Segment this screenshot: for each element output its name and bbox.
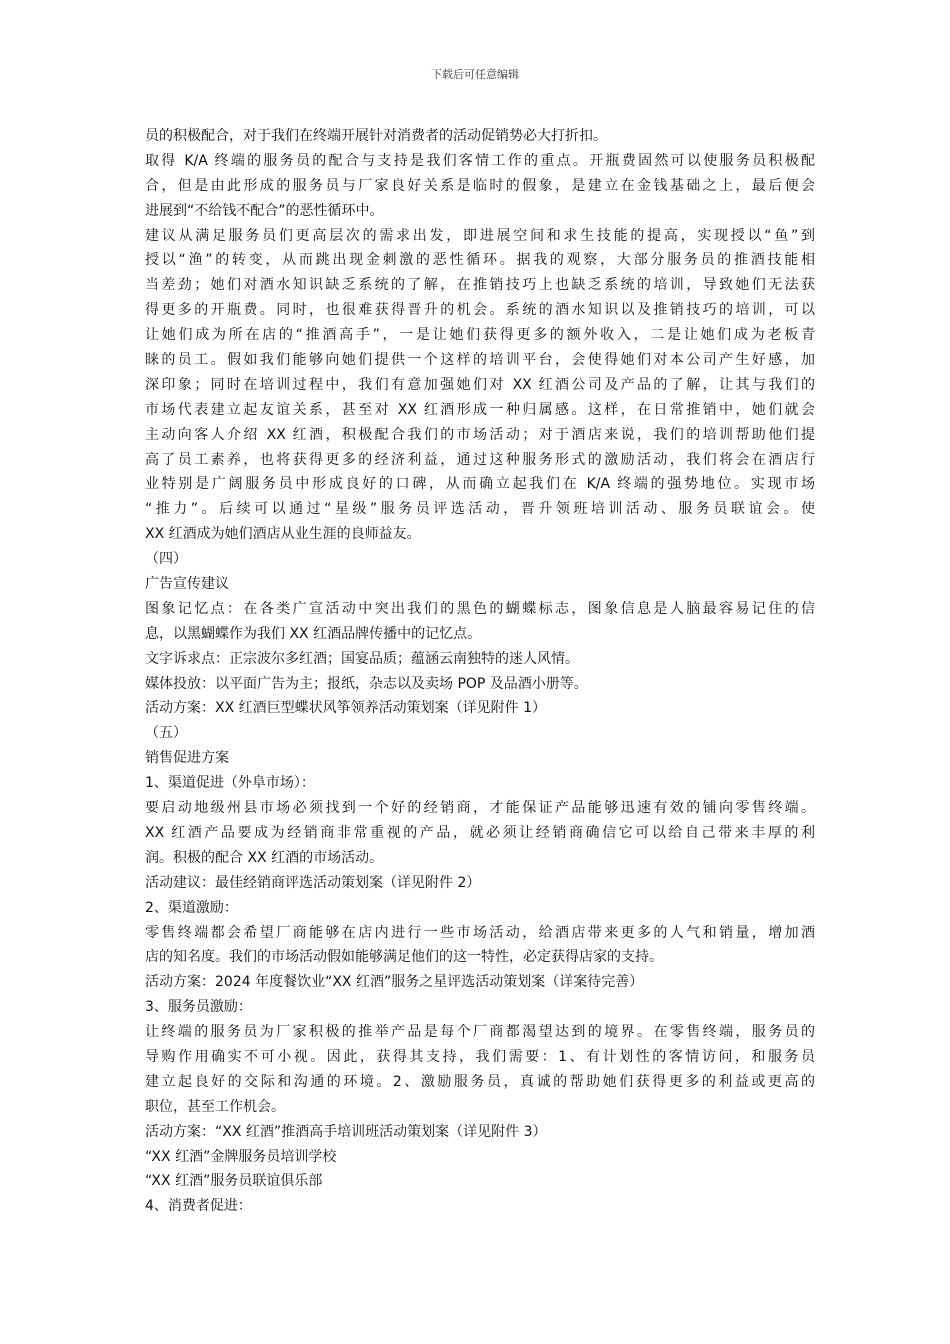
text-line: 得更多的开瓶费。同时，也很难获得晋升的机会。系统的酒水知识以及推销技巧的培训，可以 (145, 302, 815, 319)
text-line: 业特别是广阔服务员中形成良好的口碑，从而确立起我们在 K/A 终端的强势地位。实现市场 (145, 476, 815, 493)
text-line: 让终端的服务员为厂家积极的推举产品是每个厂商都渴望达到的境界。在零售终端，服务员的 (145, 1024, 815, 1041)
text-line: 导购作用确实不可小视。因此，获得其支持，我们需要：1、有计划性的客情访问，和服务员 (145, 1048, 815, 1065)
text-line: 市场代表建立起友谊关系，甚至对 XX 红酒形成一种归属感。这样，在日常推销中，她们就会 (145, 401, 815, 418)
text-line: 要启动地级州县市场必须找到一个好的经销商，才能保证产品能够迅速有效的铺向零售终端。 (145, 800, 815, 817)
text-line: 2、渠道激励： (145, 899, 238, 916)
text-line: 取得 K/A 终端的服务员的配合与支持是我们客情工作的重点。开瓶费固然可以使服务员积极配 (145, 152, 815, 169)
page-header: 下载后可任意编辑 (431, 68, 519, 81)
text-line: “XX 红酒”金牌服务员培训学校 (145, 1148, 337, 1165)
text-line: 主动向客人介绍 XX 红酒，积极配合我们的市场活动；对于酒店来说，我们的培训帮助他们提 (145, 426, 815, 443)
text-line: 深印象；同时在培训过程中，我们有意加强她们对 XX 红酒公司及产品的了解，让其与我们的 (145, 376, 815, 393)
text-line: 润。积极的配合 XX 红酒的市场活动。 (145, 849, 384, 866)
text-line: （四） (145, 551, 187, 568)
text-line: 1、渠道促进（外阜市场）： (145, 775, 315, 792)
text-line: 3、服务员激励： (145, 999, 252, 1016)
text-line: （五） (145, 725, 187, 742)
text-line: 零售终端都会希望厂商能够在店内进行一些市场活动，给酒店带来更多的人气和销量，增加酒 (145, 924, 815, 941)
text-line: “推力”。后续可以通过“星级”服务员评选活动，晋升领班培训活动、服务员联谊会。使 (145, 501, 815, 518)
text-line: 销售促进方案 (145, 750, 229, 767)
text-line: XX 红酒产品要成为经销商非常重视的产品，就必须让经销商确信它可以给自己带来丰厚的利 (145, 824, 815, 841)
text-line: 4、消费者促进： (145, 1198, 252, 1215)
text-line: 息，以黑蝴蝶作为我们 XX 红酒品牌传播中的记忆点。 (145, 625, 482, 642)
text-line: 广告宣传建议 (145, 576, 229, 593)
text-line: 职位，甚至工作机会。 (145, 1098, 285, 1115)
text-line: 店的知名度。我们的市场活动假如能够满足他们的这一特性，必定获得店家的支持。 (145, 949, 663, 966)
text-line: 建议从满足服务员们更高层次的需求出发，即进展空间和求生技能的提高，实现授以“鱼”到 (145, 227, 815, 244)
text-line: XX 红酒成为她们酒店从业生涯的良师益友。 (145, 526, 421, 543)
text-line: “XX 红酒”服务员联谊俱乐部 (145, 1173, 323, 1190)
text-line: 活动方案：XX 红酒巨型蝶状风筝领养活动策划案（详见附件 1） (145, 700, 546, 717)
text-line: 员的积极配合，对于我们在终端开展针对消费者的活动促销势必大打折扣。 (145, 128, 607, 144)
text-line: 活动建议：最佳经销商评选活动策划案（详见附件 2） (145, 874, 481, 891)
text-line: 进展到“不给钱不配合”的恶性循环中。 (145, 202, 384, 219)
text-line: 合，但是由此形成的服务员与厂家良好关系是临时的假象，是建立在金钱基础之上，最后便会 (145, 177, 815, 194)
text-line: 授以“渔”的转变，从而跳出现金刺激的恶性循环。据我的观察，大部分服务员的推酒技能相 (145, 252, 815, 269)
text-line: 媒体投放：以平面广告为主；报纸，杂志以及卖场 POP 及品酒小册等。 (145, 675, 588, 692)
text-line: 高了员工素养，也将获得更多的经济利益，通过这种服务形式的激励活动，我们将会在酒店行 (145, 451, 815, 468)
text-line: 图象记忆点：在各类广宣活动中突出我们的黑色的蝴蝶标志，图象信息是人脑最容易记住的信 (145, 600, 815, 617)
text-line: 让她们成为所在店的“推酒高手”，一是让她们获得更多的额外收入，二是让她们成为老板青 (145, 327, 815, 344)
text-line: 睐的员工。假如我们能够向她们提供一个这样的培训平台，会使得她们对本公司产生好感，加 (145, 352, 815, 369)
text-line: 活动方案：“XX 红酒”推酒高手培训班活动策划案（详见附件 3） (145, 1123, 547, 1140)
text-line: 活动方案：2024 年度餐饮业“XX 红酒”服务之星评选活动策划案（详案待完善） (145, 974, 644, 991)
text-line: 当差劲；她们对酒水知识缺乏系统的了解，在推销技巧上也缺乏系统的培训，导致她们无法获 (145, 277, 815, 294)
document-body (145, 124, 815, 1219)
text-line: 文字诉求点：正宗波尔多红酒；国宴品质；蕴涵云南独特的迷人风情。 (145, 650, 579, 667)
text-line: 建立起良好的交际和沟通的环境。2、激励服务员，真诚的帮助她们获得更多的利益或更高的 (145, 1073, 815, 1090)
